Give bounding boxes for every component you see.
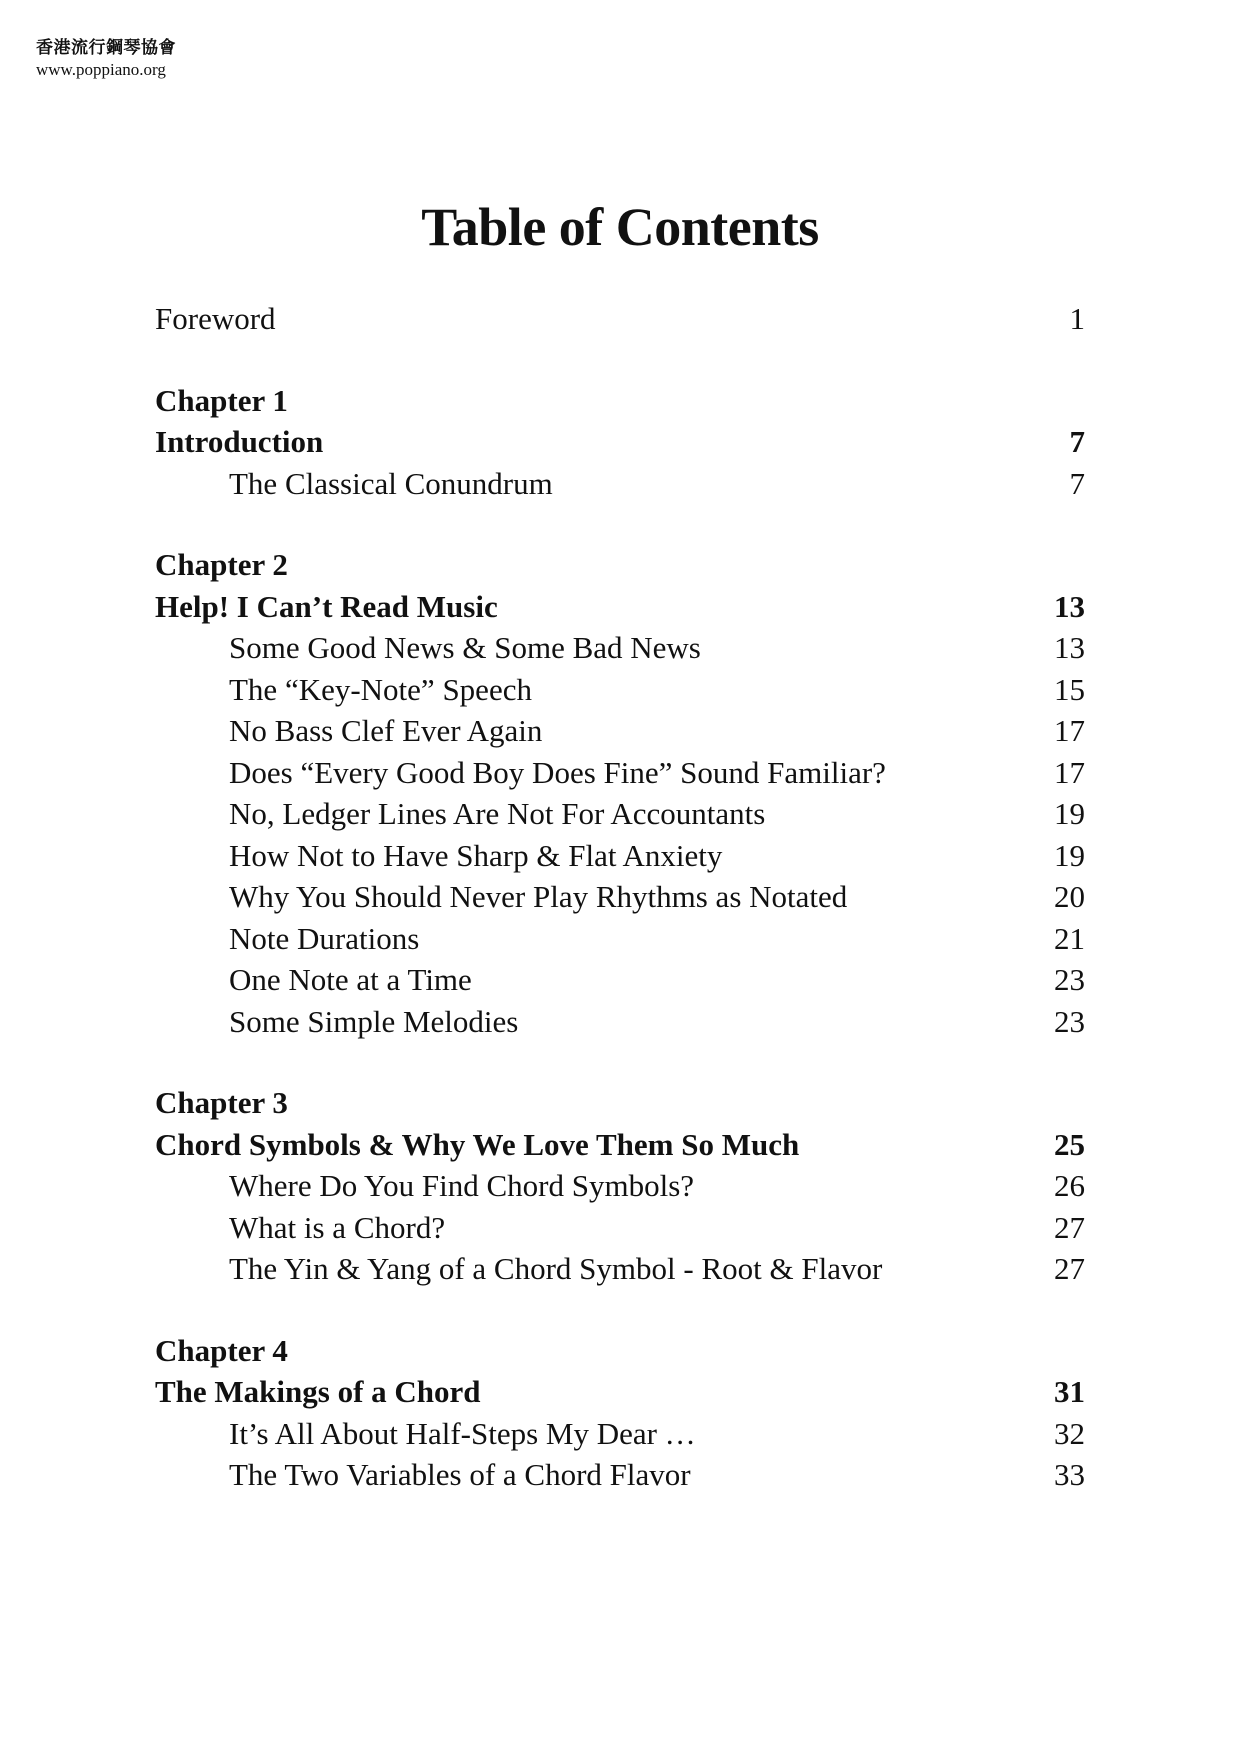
section-page-number: 20	[1054, 879, 1085, 914]
toc-entry-section[interactable]	[155, 669, 1085, 711]
toc-entry-section[interactable]	[155, 463, 1085, 505]
spacer	[155, 504, 1085, 544]
section-title: Why You Should Never Play Rhythms as Notated	[229, 879, 848, 914]
chapter-title: Introduction	[155, 424, 324, 459]
section-title: Some Good News & Some Bad News	[229, 630, 701, 665]
section-page-number: 13	[1054, 630, 1085, 665]
chapter-title: The Makings of a Chord	[155, 1374, 481, 1409]
toc-entry-section[interactable]	[155, 876, 1085, 918]
section-page-number: 17	[1054, 754, 1085, 790]
toc-entry-section[interactable]	[155, 752, 1085, 794]
toc-entry-chapter[interactable]	[155, 586, 1085, 628]
chapter-heading	[155, 544, 1085, 586]
section-page-number: 19	[1054, 837, 1085, 873]
section-title: How Not to Have Sharp & Flat Anxiety	[229, 837, 723, 873]
toc-entry-section[interactable]	[155, 1001, 1085, 1043]
section-title: No Bass Clef Ever Again	[229, 713, 543, 748]
section-title: One Note at a Time	[229, 962, 472, 997]
chapter-page-number: 7	[1069, 424, 1085, 459]
section-title: Note Durations	[229, 920, 420, 956]
toc-entry-chapter[interactable]	[155, 1371, 1085, 1413]
section-page-number: 21	[1054, 920, 1085, 956]
section-title: Where Do You Find Chord Symbols?	[229, 1168, 695, 1203]
toc-entry-section[interactable]	[155, 1454, 1085, 1496]
watermark	[36, 38, 176, 81]
spacer	[155, 340, 1085, 380]
chapter-number: Chapter 2	[155, 547, 288, 582]
toc-entry-section[interactable]	[155, 835, 1085, 877]
spacer	[155, 1290, 1085, 1330]
toc-entry-section[interactable]	[155, 959, 1085, 1001]
toc-entry-page: 1	[1069, 301, 1085, 336]
toc-entry-section[interactable]	[155, 1207, 1085, 1249]
toc-entry-label: Foreword	[155, 301, 276, 336]
toc-entry-section[interactable]	[155, 1248, 1085, 1290]
chapter-heading	[155, 1082, 1085, 1124]
section-title: No, Ledger Lines Are Not For Accountants	[229, 796, 766, 831]
section-page-number: 7	[1069, 465, 1085, 501]
section-page-number: 27	[1054, 1209, 1085, 1245]
toc-entry-chapter[interactable]	[155, 421, 1085, 463]
toc-entry-chapter[interactable]	[155, 1124, 1085, 1166]
chapter-heading	[155, 380, 1085, 422]
section-title: The Classical Conundrum	[229, 465, 553, 501]
chapter-page-number: 31	[1054, 1374, 1085, 1409]
page-title: Table of Contents	[421, 197, 819, 257]
toc-entry-section[interactable]	[155, 918, 1085, 960]
section-title: The Two Variables of a Chord Flavor	[229, 1457, 691, 1492]
section-title: Does “Every Good Boy Does Fine” Sound Familiar?	[229, 754, 886, 790]
watermark-site-name: 香港流行鋼琴協會	[36, 38, 176, 58]
chapter-page-number: 25	[1054, 1126, 1085, 1162]
chapter-title: Chord Symbols & Why We Love Them So Much	[155, 1126, 800, 1162]
chapter-list	[155, 340, 1085, 1496]
chapter-number: Chapter 4	[155, 1332, 288, 1368]
section-title: Some Simple Melodies	[229, 1003, 519, 1039]
section-page-number: 26	[1054, 1168, 1085, 1203]
chapter-number: Chapter 1	[155, 382, 288, 418]
chapter-title: Help! I Can’t Read Music	[155, 588, 498, 624]
toc-entry-section[interactable]	[155, 627, 1085, 669]
section-title: The “Key-Note” Speech	[229, 671, 532, 707]
spacer	[155, 1042, 1085, 1082]
section-page-number: 23	[1054, 962, 1085, 997]
toc-entry-foreword[interactable]	[155, 298, 1085, 340]
section-page-number: 19	[1054, 796, 1085, 831]
chapter-page-number: 13	[1054, 588, 1085, 624]
toc-entry-section[interactable]	[155, 710, 1085, 752]
section-page-number: 32	[1054, 1415, 1085, 1451]
section-page-number: 27	[1054, 1251, 1085, 1286]
chapter-number: Chapter 3	[155, 1085, 288, 1120]
toc-entry-section[interactable]	[155, 1413, 1085, 1455]
toc-entry-section[interactable]	[155, 793, 1085, 835]
table-of-contents	[155, 298, 1085, 1496]
section-page-number: 23	[1054, 1003, 1085, 1039]
chapter-heading	[155, 1330, 1085, 1372]
watermark-url: www.poppiano.org	[36, 60, 166, 80]
section-page-number: 33	[1054, 1457, 1085, 1492]
section-page-number: 15	[1054, 671, 1085, 707]
toc-entry-section[interactable]	[155, 1165, 1085, 1207]
section-title: What is a Chord?	[229, 1209, 446, 1245]
section-title: The Yin & Yang of a Chord Symbol - Root & Flavor	[229, 1251, 883, 1286]
section-page-number: 17	[1054, 713, 1085, 748]
section-title: It’s All About Half-Steps My Dear …	[229, 1415, 696, 1451]
